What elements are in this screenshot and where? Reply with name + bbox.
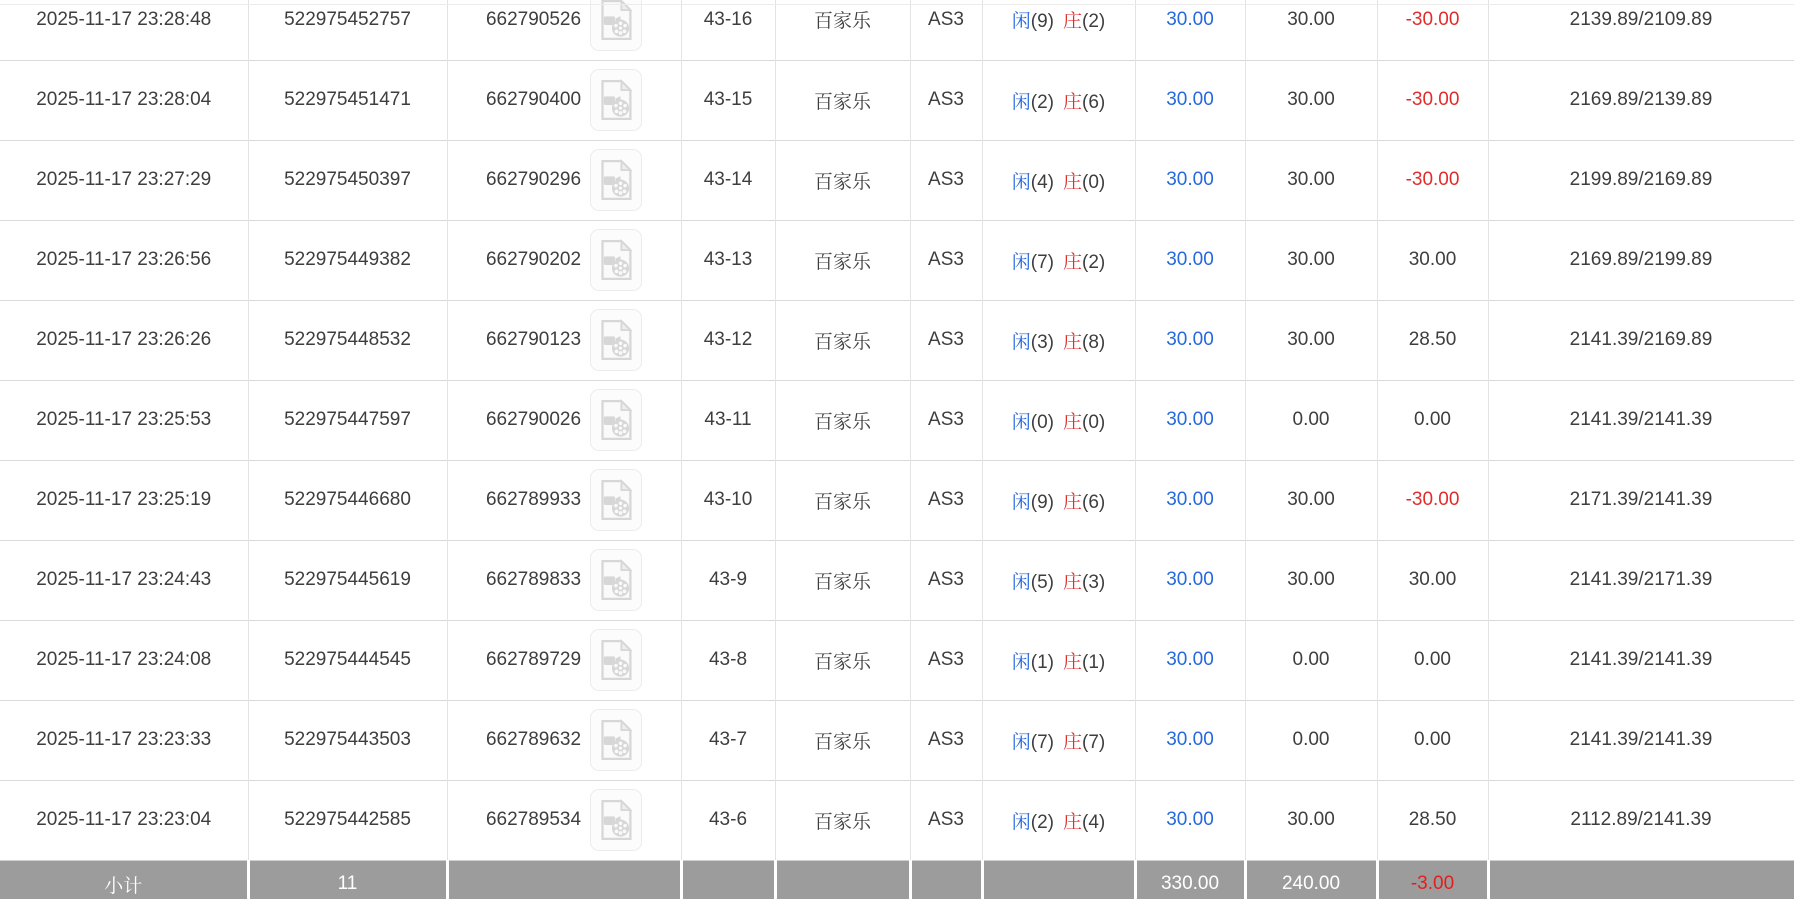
banker-score: (8) (1082, 331, 1106, 353)
win-loss: 30.00 (1377, 220, 1488, 300)
win-loss: -30.00 (1377, 0, 1488, 60)
player-score: (5) (1030, 571, 1054, 593)
game-round-id: 662789833 (485, 569, 582, 590)
balance-after-before: 2141.39/2141.39 (1488, 620, 1794, 700)
player-score: (2) (1030, 811, 1054, 833)
bet-amount-cell (1135, 0, 1245, 60)
game-round-id: 662790202 (485, 249, 582, 270)
game-name: 百家乐 (775, 540, 910, 620)
video-file-icon (598, 798, 634, 842)
bet-amount-cell (1135, 140, 1245, 220)
video-replay-button[interactable] (590, 789, 642, 851)
game-round-id: 662790123 (485, 329, 582, 350)
subtotal-bet-total: 330.00 (1135, 860, 1245, 899)
game-result (982, 380, 1135, 460)
player-label: 闲 (1011, 651, 1031, 673)
bet-id: 522975446680 (248, 460, 447, 540)
balance-after-before: 2169.89/2199.89 (1488, 220, 1794, 300)
game-round-cell (447, 540, 681, 620)
valid-bet: 30.00 (1245, 140, 1377, 220)
game-round-cell (447, 0, 681, 60)
bet-time: 2025-11-17 23:26:26 (0, 300, 248, 380)
table-row (0, 60, 1794, 140)
win-loss: -30.00 (1377, 140, 1488, 220)
video-replay-button[interactable] (590, 709, 642, 771)
banker-label: 庄 (1063, 91, 1083, 113)
bet-time: 2025-11-17 23:24:08 (0, 620, 248, 700)
game-name: 百家乐 (775, 700, 910, 780)
valid-bet: 30.00 (1245, 220, 1377, 300)
valid-bet: 0.00 (1245, 620, 1377, 700)
game-round-id: 662790526 (485, 8, 582, 30)
balance-after-before: 2141.39/2169.89 (1488, 300, 1794, 380)
player-label: 闲 (1011, 811, 1031, 833)
table-code: AS3 (910, 540, 982, 620)
table-code: AS3 (910, 300, 982, 380)
bet-amount-cell (1135, 300, 1245, 380)
balance-after-before: 2141.39/2141.39 (1488, 700, 1794, 780)
bet-id: 522975450397 (248, 140, 447, 220)
video-file-icon (598, 318, 634, 362)
banker-score: (4) (1082, 811, 1106, 833)
banker-label: 庄 (1063, 491, 1083, 513)
player-label: 闲 (1011, 11, 1031, 33)
game-round-cell (447, 700, 681, 780)
win-loss: 0.00 (1377, 700, 1488, 780)
balance-after-before: 2141.39/2141.39 (1488, 380, 1794, 460)
game-name: 百家乐 (775, 380, 910, 460)
player-label: 闲 (1011, 91, 1031, 113)
shoe-round: 43-13 (681, 220, 775, 300)
game-name: 百家乐 (775, 220, 910, 300)
game-name: 百家乐 (775, 300, 910, 380)
table-code: AS3 (910, 460, 982, 540)
subtotal-count: 11 (248, 860, 447, 899)
valid-bet: 30.00 (1245, 300, 1377, 380)
balance-after-before: 2112.89/2141.39 (1488, 780, 1794, 860)
banker-score: (6) (1082, 91, 1106, 113)
subtotal-row (0, 860, 1794, 899)
player-label: 闲 (1011, 491, 1031, 513)
video-file-icon (598, 158, 634, 202)
player-score: (1) (1030, 651, 1054, 673)
table-code: AS3 (910, 60, 982, 140)
bet-amount-cell (1135, 220, 1245, 300)
win-loss: 28.50 (1377, 780, 1488, 860)
player-label: 闲 (1011, 411, 1031, 433)
banker-score: (6) (1082, 491, 1106, 513)
banker-score: (0) (1082, 411, 1106, 433)
bet-time: 2025-11-17 23:25:19 (0, 460, 248, 540)
bet-id: 522975443503 (248, 700, 447, 780)
table-row (0, 380, 1794, 460)
bet-id: 522975448532 (248, 300, 447, 380)
table-code: AS3 (910, 620, 982, 700)
video-replay-button[interactable] (590, 389, 642, 451)
video-file-icon (598, 478, 634, 522)
game-round-cell (447, 780, 681, 860)
bet-amount-link[interactable]: 30.00 (1166, 729, 1214, 750)
game-round-cell (447, 140, 681, 220)
table-row (0, 540, 1794, 620)
balance-after-before: 2199.89/2169.89 (1488, 140, 1794, 220)
video-replay-button[interactable] (590, 309, 642, 371)
player-score: (7) (1030, 731, 1054, 753)
player-score: (9) (1030, 491, 1054, 513)
banker-score: (1) (1082, 651, 1106, 673)
player-score: (2) (1030, 91, 1054, 113)
table-row (0, 780, 1794, 860)
table-code: AS3 (910, 140, 982, 220)
balance-after-before: 2141.39/2171.39 (1488, 540, 1794, 620)
table-row (0, 700, 1794, 780)
subtotal-valid-total: 240.00 (1245, 860, 1377, 899)
bet-amount-cell (1135, 380, 1245, 460)
player-score: (0) (1030, 411, 1054, 433)
table-code: AS3 (910, 380, 982, 460)
banker-label: 庄 (1063, 11, 1083, 33)
video-replay-button[interactable] (590, 229, 642, 291)
bet-id: 522975452757 (248, 0, 447, 60)
banker-score: (0) (1082, 171, 1106, 193)
player-score: (3) (1030, 331, 1054, 353)
video-replay-button[interactable] (590, 629, 642, 691)
bet-amount-link[interactable]: 30.00 (1166, 89, 1214, 110)
table-footer (0, 860, 1794, 899)
win-loss: 0.00 (1377, 380, 1488, 460)
bet-id: 522975451471 (248, 60, 447, 140)
table-code: AS3 (910, 0, 982, 60)
game-result (982, 700, 1135, 780)
game-result (982, 540, 1135, 620)
subtotal-empty-cell (775, 860, 910, 899)
banker-score: (2) (1082, 251, 1106, 273)
table-row (0, 620, 1794, 700)
video-file-icon (598, 558, 634, 602)
game-round-id: 662790026 (485, 409, 582, 430)
player-score: (7) (1030, 251, 1054, 273)
subtotal-empty-cell (681, 860, 775, 899)
banker-label: 庄 (1063, 811, 1083, 833)
bet-amount-cell (1135, 620, 1245, 700)
bet-time: 2025-11-17 23:25:53 (0, 380, 248, 460)
bet-time: 2025-11-17 23:26:56 (0, 220, 248, 300)
balance-after-before: 2139.89/2109.89 (1488, 0, 1794, 60)
game-name: 百家乐 (775, 60, 910, 140)
game-name: 百家乐 (775, 780, 910, 860)
player-label: 闲 (1011, 171, 1031, 193)
bet-time: 2025-11-17 23:28:04 (0, 60, 248, 140)
bet-amount-link[interactable]: 30.00 (1166, 409, 1214, 430)
shoe-round: 43-12 (681, 300, 775, 380)
table-row (0, 460, 1794, 540)
shoe-round: 43-11 (681, 380, 775, 460)
player-label: 闲 (1011, 331, 1031, 353)
bet-amount-link[interactable]: 30.00 (1166, 329, 1214, 350)
game-result (982, 140, 1135, 220)
shoe-round: 43-15 (681, 60, 775, 140)
video-file-icon (598, 78, 634, 122)
video-file-icon (598, 638, 634, 682)
banker-label: 庄 (1063, 731, 1083, 753)
player-label: 闲 (1011, 571, 1031, 593)
valid-bet: 0.00 (1245, 700, 1377, 780)
win-loss: 28.50 (1377, 300, 1488, 380)
video-file-icon (598, 238, 634, 282)
bet-id: 522975447597 (248, 380, 447, 460)
game-round-cell (447, 460, 681, 540)
bet-amount-cell (1135, 540, 1245, 620)
table-code: AS3 (910, 780, 982, 860)
bet-amount-cell (1135, 460, 1245, 540)
bet-amount-cell (1135, 60, 1245, 140)
banker-label: 庄 (1063, 571, 1083, 593)
shoe-round: 43-16 (681, 0, 775, 60)
bet-id: 522975449382 (248, 220, 447, 300)
bet-time: 2025-11-17 23:28:48 (36, 8, 212, 30)
game-round-id: 662790400 (485, 89, 582, 110)
video-replay-button[interactable] (590, 0, 642, 51)
game-round-id: 662789729 (485, 649, 582, 670)
bet-time: 2025-11-17 23:27:29 (0, 140, 248, 220)
game-result (982, 220, 1135, 300)
banker-score: (7) (1082, 731, 1106, 753)
game-name: 百家乐 (775, 460, 910, 540)
table-row (0, 140, 1794, 220)
shoe-round: 43-6 (681, 780, 775, 860)
shoe-round: 43-14 (681, 140, 775, 220)
balance-after-before: 2171.39/2141.39 (1488, 460, 1794, 540)
player-score: (9) (1030, 11, 1054, 33)
shoe-round: 43-10 (681, 460, 775, 540)
bet-time: 2025-11-17 23:23:04 (0, 780, 248, 860)
table-code: AS3 (910, 220, 982, 300)
video-replay-button[interactable] (590, 149, 642, 211)
subtotal-empty-cell (1488, 860, 1794, 899)
win-loss: 30.00 (1377, 540, 1488, 620)
bet-time: 2025-11-17 23:23:33 (0, 700, 248, 780)
bet-amount-link[interactable]: 30.00 (1166, 569, 1214, 590)
balance-after-before: 2169.89/2139.89 (1488, 60, 1794, 140)
game-round-cell (447, 60, 681, 140)
banker-score: (3) (1082, 571, 1106, 593)
game-result (982, 780, 1135, 860)
table-row (0, 300, 1794, 380)
shoe-round: 43-9 (681, 540, 775, 620)
win-loss: -30.00 (1377, 460, 1488, 540)
player-label: 闲 (1011, 251, 1031, 273)
bet-amount-link[interactable]: 30.00 (1166, 8, 1214, 30)
bet-amount-link[interactable]: 30.00 (1166, 249, 1214, 270)
banker-label: 庄 (1063, 411, 1083, 433)
valid-bet: 30.00 (1245, 0, 1377, 60)
bet-amount-cell (1135, 780, 1245, 860)
bet-amount-link[interactable]: 30.00 (1166, 169, 1214, 190)
banker-label: 庄 (1063, 251, 1083, 273)
video-replay-button[interactable] (590, 549, 642, 611)
video-replay-button[interactable] (590, 69, 642, 131)
video-file-icon (598, 0, 634, 42)
subtotal-label: 小计 (0, 860, 248, 899)
game-round-cell (447, 300, 681, 380)
bet-id: 522975444545 (248, 620, 447, 700)
game-round-id: 662789632 (485, 729, 582, 750)
win-loss: -30.00 (1377, 60, 1488, 140)
table-row (0, 0, 1794, 60)
banker-label: 庄 (1063, 331, 1083, 353)
game-round-cell (447, 620, 681, 700)
bet-amount-link[interactable]: 30.00 (1166, 649, 1214, 670)
bet-time: 2025-11-17 23:24:43 (0, 540, 248, 620)
table-code: AS3 (910, 700, 982, 780)
bet-amount-link[interactable]: 30.00 (1166, 809, 1214, 830)
banker-label: 庄 (1063, 171, 1083, 193)
game-round-cell (447, 220, 681, 300)
video-file-icon (598, 718, 634, 762)
game-name: 百家乐 (775, 0, 910, 60)
game-name: 百家乐 (775, 620, 910, 700)
banker-label: 庄 (1063, 651, 1083, 673)
video-replay-button[interactable] (590, 469, 642, 531)
bet-id: 522975442585 (248, 780, 447, 860)
player-label: 闲 (1011, 731, 1031, 753)
subtotal-empty-cell (447, 860, 681, 899)
bet-id: 522975445619 (248, 540, 447, 620)
header-bottom-divider (0, 4, 1794, 5)
game-name: 百家乐 (775, 140, 910, 220)
valid-bet: 30.00 (1245, 780, 1377, 860)
game-result (982, 0, 1135, 60)
win-loss: 0.00 (1377, 620, 1488, 700)
game-result (982, 300, 1135, 380)
player-score: (4) (1030, 171, 1054, 193)
game-result (982, 60, 1135, 140)
valid-bet: 30.00 (1245, 60, 1377, 140)
valid-bet: 30.00 (1245, 460, 1377, 540)
game-result (982, 460, 1135, 540)
bet-amount-cell (1135, 700, 1245, 780)
game-result (982, 620, 1135, 700)
game-round-id: 662789534 (485, 809, 582, 830)
game-round-cell (447, 380, 681, 460)
shoe-round: 43-8 (681, 620, 775, 700)
subtotal-empty-cell (982, 860, 1135, 899)
subtotal-empty-cell (910, 860, 982, 899)
banker-score: (2) (1082, 11, 1106, 33)
valid-bet: 0.00 (1245, 380, 1377, 460)
subtotal-winloss-total: -3.00 (1377, 860, 1488, 899)
bet-amount-link[interactable]: 30.00 (1166, 489, 1214, 510)
video-file-icon (598, 398, 634, 442)
shoe-round: 43-7 (681, 700, 775, 780)
valid-bet: 30.00 (1245, 540, 1377, 620)
game-round-id: 662789933 (485, 489, 582, 510)
table-row (0, 220, 1794, 300)
game-round-id: 662790296 (485, 169, 582, 190)
